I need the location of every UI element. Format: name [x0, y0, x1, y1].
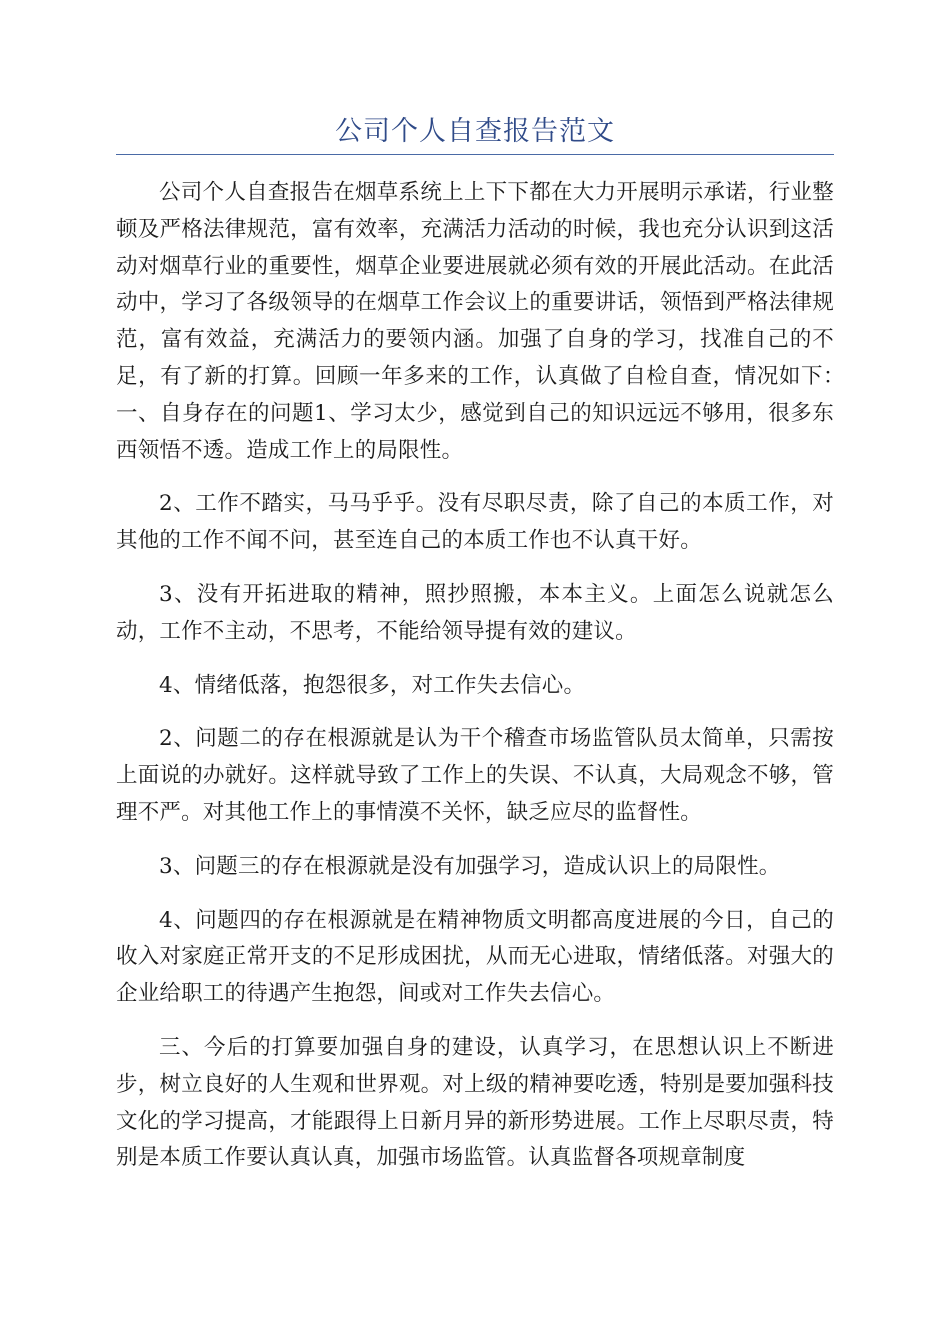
paragraph-item-4: 4、情绪低落，抱怨很多，对工作失去信心。 [159, 672, 586, 698]
paragraph-item-3: 3、没有开拓进取的精神，照抄照搬，本本主义。上面怎么说就怎么动，工作不主动，不思考，不能给领导提有效的建议。 [116, 581, 834, 644]
paragraph-root-cause-2: 2、问题二的存在根源就是认为干个稽查市场监管队员太简单，只需按上面说的办就好。这样就导致了工作上的失误、不认真，大局观念不够，管理不严。对其他工作上的事情漠不关怀，缺乏应尽的监督性。 [116, 726, 834, 825]
title-underline [116, 154, 834, 155]
document-body [116, 175, 878, 1194]
paragraph-intro: 公司个人自查报告在烟草系统上上下下都在大力开展明示承诺，行业整顿及严格法律规范，富有效率，充满活力活动的时候，我也充分认识到这活动对烟草行业的重要性，烟草企业要进展就必须有效的开展此活动。在此活动中，学习了各级领导的在烟草工作会议上的重要讲话，领悟到严格法律规范，富有效益，充满活力的要领内涵。加强了自身的学习，找准自己的不足，有了新的打算。回顾一年多来的工作，认真做了自检自查，情况如下： 一、自身存在的问题1、学习太少，感觉到自己的知识远远不够用，很多东西领悟不透。造成工作上的局限性。 [116, 180, 878, 463]
paragraph-item-2: 2、工作不踏实，马马乎乎。没有尽职尽责，除了自己的本质工作，对其他的工作不闻不问，甚至连自己的本质工作也不认真干好。 [116, 491, 834, 554]
paragraph-root-cause-3: 3、问题三的存在根源就是没有加强学习，造成认识上的局限性。 [159, 853, 781, 879]
document-title: 公司个人自查报告范文 [335, 116, 615, 147]
paragraph-future-plans: 三、今后的打算要加强自身的建设，认真学习，在思想认识上不断进步，树立良好的人生观和世界观。对上级的精神要吃透，特别是要加强科技文化的学习提高，才能跟得上日新月异的新形势进展。工作上尽职尽责，特别是本质工作要认真认真，加强市场监管。认真监督各项规章制度 [116, 1034, 834, 1171]
paragraph-root-cause-4: 4、问题四的存在根源就是在精神物质文明都高度进展的今日，自己的收入对家庭正常开支的不足形成困扰，从而无心进取，情绪低落。对强大的企业给职工的待遇产生抱怨，间或对工作失去信心。 [116, 907, 834, 1007]
